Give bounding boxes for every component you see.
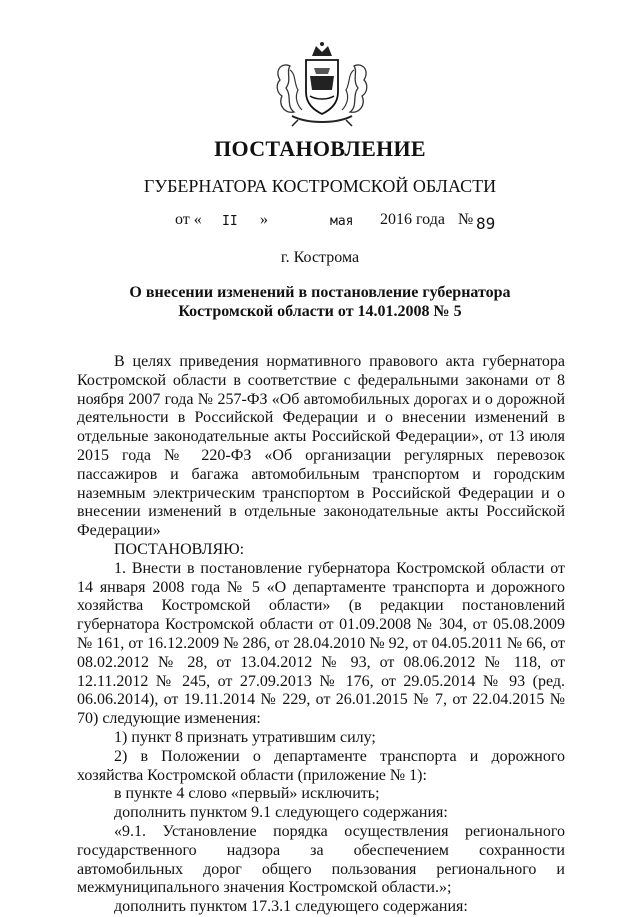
- heading-line-2: Костромской области от 14.01.2008 № 5: [178, 303, 462, 320]
- coat-of-arms-emblem: [272, 40, 372, 128]
- paragraph-text-9-1: «9.1. Установление порядка осуществления регионального государственного надзора за обеспечением сохранности автомобильных дорог общего пользования регионального и межмуниципального значения Костромской области.»;: [77, 822, 565, 897]
- city-line: г. Кострома: [280, 249, 360, 266]
- paragraph-subitem-2: 2) в Положении о департаменте транспорта и дорожного хозяйства Костромской области (приложение № 1):: [77, 747, 565, 784]
- document-title: ПОСТАНОВЛЕНИЕ: [214, 136, 426, 161]
- number-sign: №: [458, 211, 474, 228]
- document-number: 89: [476, 214, 496, 233]
- paragraph-preamble: В целях приведения нормативного правового акта губернатора Костромской области в соответствие с федеральными законами от 8 ноября 2007 года № 257-ФЗ «Об автомобильных дорогах и о дорожной деятельности в Российской Федерации и о внесении изменений в отдельные законодательные акты Российской Федерации», от 13 июля 2015 года № 220-ФЗ «Об организации регулярных перевозок пассажиров и багажа автомобильным транспортом и городским наземным электрическим транспортом в Российской Федерации и о внесении изменений в отдельные законодательные акты Российской Федерации»: [77, 353, 565, 540]
- paragraph-item-1: 1. Внести в постановление губернатора Костромской области от 14 января 2008 года № 5 «О департаменте транспорта и дорожного хозяйства Костромской области» (в редакции постановлений губернатора Костромской области от 01.09.2008 № 304, от 05.08.2009 № 161, от 16.12.2009 № 286, от 28.04.2010 № 92, от 04.05.2011 № 66, от 08.02.2012 № 28, от 13.04.2012 № 93, от 08.06.2012 № 118, от 12.11.2012 № 245, от 27.09.2013 № 176, от 29.05.2014 № 93 (ред. 06.06.2014), от 19.11.2014 № 229, от 26.01.2015 № 7, от 22.04.2015 № 70) следующие изменения:: [77, 559, 565, 728]
- paragraph-add-17-3-1: дополнить пунктом 17.3.1 следующего содержания:: [114, 898, 468, 916]
- date-year: 2016 года: [380, 211, 445, 228]
- paragraph-add-9-1: дополнить пунктом 9.1 следующего содержания:: [114, 804, 448, 822]
- document-body: [77, 353, 565, 917]
- paragraph-decree: ПОСТАНОВЛЯЮ:: [114, 540, 245, 558]
- heading-line-1: О внесении изменений в постановление губернатора: [129, 284, 511, 301]
- date-close-quote: »: [260, 211, 268, 228]
- paragraph-clause-4: в пункте 4 слово «первый» исключить;: [114, 785, 380, 803]
- paragraph-subitem-1: 1) пункт 8 признать утратившим силу;: [114, 728, 376, 746]
- date-day: II: [222, 214, 238, 229]
- issuer-subtitle: ГУБЕРНАТОРА КОСТРОМСКОЙ ОБЛАСТИ: [143, 176, 497, 196]
- date-month: мая: [330, 214, 354, 229]
- date-prefix: от «: [175, 211, 202, 228]
- document-heading: [0, 283, 640, 321]
